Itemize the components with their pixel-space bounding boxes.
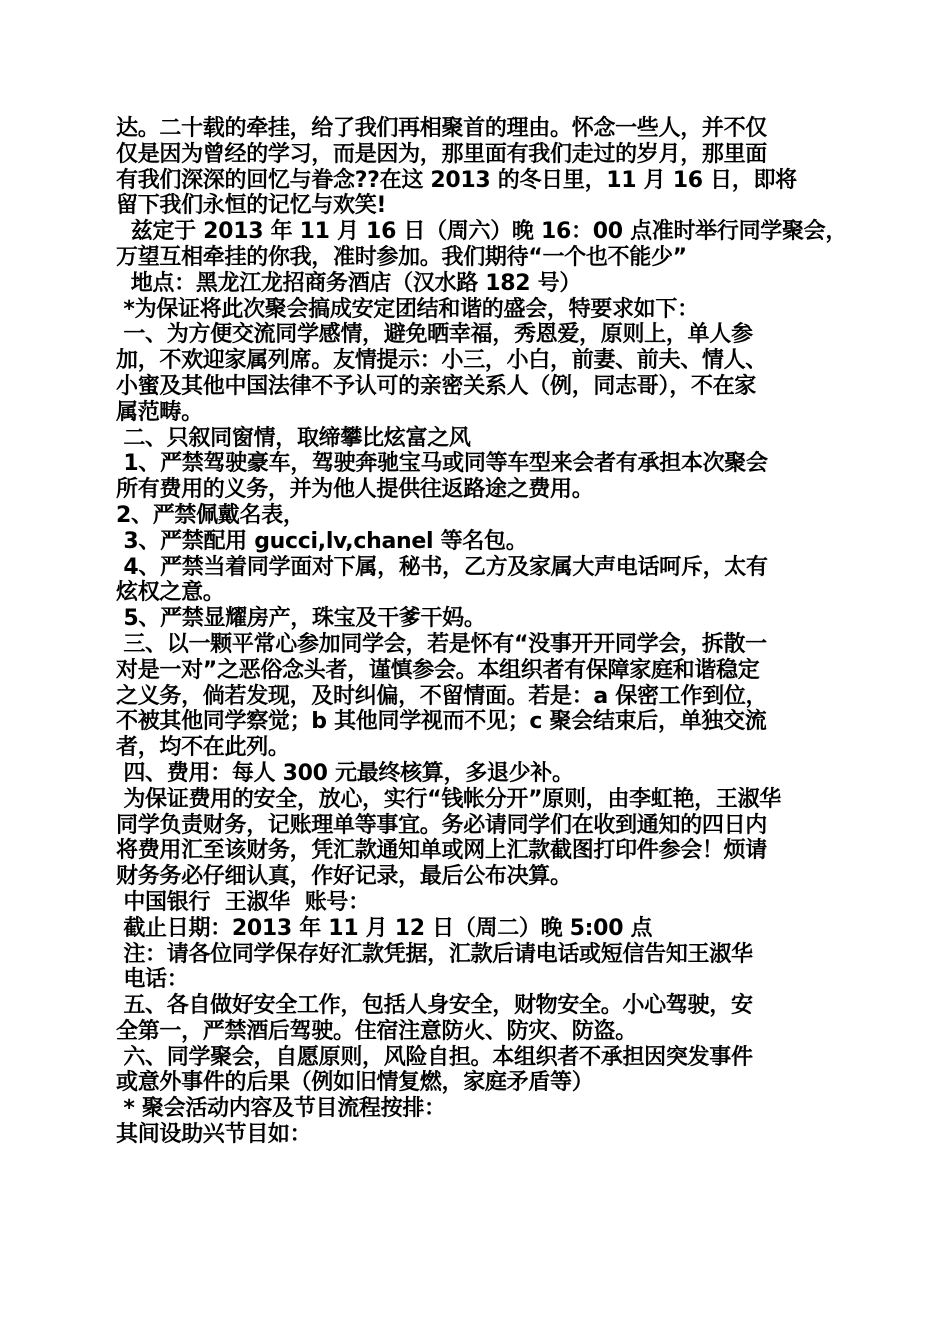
text-line: 属范畴。 xyxy=(116,399,203,425)
text-line: 全第一，严禁酒后驾驶。住宿注意防火、防灾、防盗。 xyxy=(116,1018,637,1044)
text-line: 万望互相牵挂的你我，准时参加。我们期待“一个也不能少” xyxy=(116,244,687,270)
text-line: 5、严禁显耀房产，珠宝及干爹干妈。 xyxy=(116,606,486,632)
text-line: 截止日期：2013 年 11 月 12 日（周二）晚 5:00 点 xyxy=(116,915,653,941)
text-line: 对是一对”之恶俗念头者，谨慎参会。本组织者有保障家庭和谐稳定 xyxy=(116,657,760,683)
text-line: 三、以一颗平常心参加同学会，若是怀有“没事开开同学会，拆散一 xyxy=(116,631,767,657)
text-line: 其间设助兴节目如： xyxy=(116,1122,312,1148)
text-line: * 聚会活动内容及节目流程按排： xyxy=(116,1096,446,1122)
text-line: 仅是因为曾经的学习，而是因为，那里面有我们走过的岁月，那里面 xyxy=(116,141,768,167)
text-line: 注：请各位同学保存好汇款凭据，汇款后请电话或短信告知王淑华 xyxy=(116,941,753,967)
text-line: 或意外事件的后果（例如旧情复燃，家庭矛盾等） xyxy=(116,1070,594,1096)
text-line: 五、各自做好安全工作，包括人身安全，财物安全。小心驾驶，安 xyxy=(116,993,753,1019)
text-line: 小蜜及其他中国法律不予认可的亲密关系人（例，同志哥），不在家 xyxy=(116,373,757,399)
text-line: 1、严禁驾驶豪车，驾驶奔驰宝马或同等车型来会者有承担本次聚会 xyxy=(116,451,768,477)
text-line: 四、费用：每人 300 元最终核算，多退少补。 xyxy=(116,760,574,786)
text-line: 为保证费用的安全，放心，实行“钱帐分开”原则，由李虹艳，王淑华 xyxy=(116,786,781,812)
text-line: 加，不欢迎家属列席。友情提示：小三，小白，前妻、前夫、情人、 xyxy=(116,348,768,374)
text-line: 达。二十载的牵挂，给了我们再相聚首的理由。怀念一些人，并不仅 xyxy=(116,116,768,141)
text-line: 六、同学聚会，自愿原则，风险自担。本组织者不承担因突发事件 xyxy=(116,1044,753,1070)
text-line: 不被其他同学察觉；b 其他同学视而不见；c 聚会结束后，单独交流 xyxy=(116,709,767,735)
text-line: 有我们深深的回忆与眷念??在这 2013 的冬日里，11 月 16 日，即将 xyxy=(116,167,797,193)
text-line: 二、只叙同窗情，取缔攀比炫富之风 xyxy=(116,425,471,451)
text-line: 同学负责财务，记账理单等事宜。务必请同学们在收到通知的四日内 xyxy=(116,812,768,838)
text-line: 财务务必仔细认真，作好记录，最后公布决算。 xyxy=(116,864,572,890)
text-line: 留下我们永恒的记忆与欢笑! xyxy=(116,193,387,219)
text-line: 之义务，倘若发现，及时纠偏，不留情面。若是：a 保密工作到位， xyxy=(116,683,768,709)
text-line: 电话： xyxy=(116,967,189,993)
text-line: 所有费用的义务，并为他人提供往返路途之费用。 xyxy=(116,477,594,503)
text-line: 3、严禁配用 gucci,lv,chanel 等名包。 xyxy=(116,528,528,554)
text-line: 中国银行 王淑华 账号： xyxy=(116,889,370,915)
text-line: 2、严禁佩戴名表， xyxy=(116,502,305,528)
text-line: 兹定于 2013 年 11 月 16 日（周六）晚 16：00 点准时举行同学聚会， xyxy=(116,219,848,245)
text-line: 者，均不在此列。 xyxy=(116,735,290,761)
text-line: *为保证将此次聚会搞成安定团结和谐的盛会，特要求如下： xyxy=(116,296,699,322)
text-line: 一、为方便交流同学感情，避免晒幸福，秀恩爱，原则上，单人参 xyxy=(116,322,753,348)
document-body xyxy=(116,116,848,1148)
text-line: 地点：黑龙江龙招商务酒店（汉水路 182 号） xyxy=(116,270,582,296)
text-line: 炫权之意。 xyxy=(116,580,225,606)
text-line: 4、严禁当着同学面对下属，秘书，乙方及家属大声电话呵斥，太有 xyxy=(116,554,768,580)
text-line: 将费用汇至该财务，凭汇款通知单或网上汇款截图打印件参会！烦请 xyxy=(116,838,768,864)
